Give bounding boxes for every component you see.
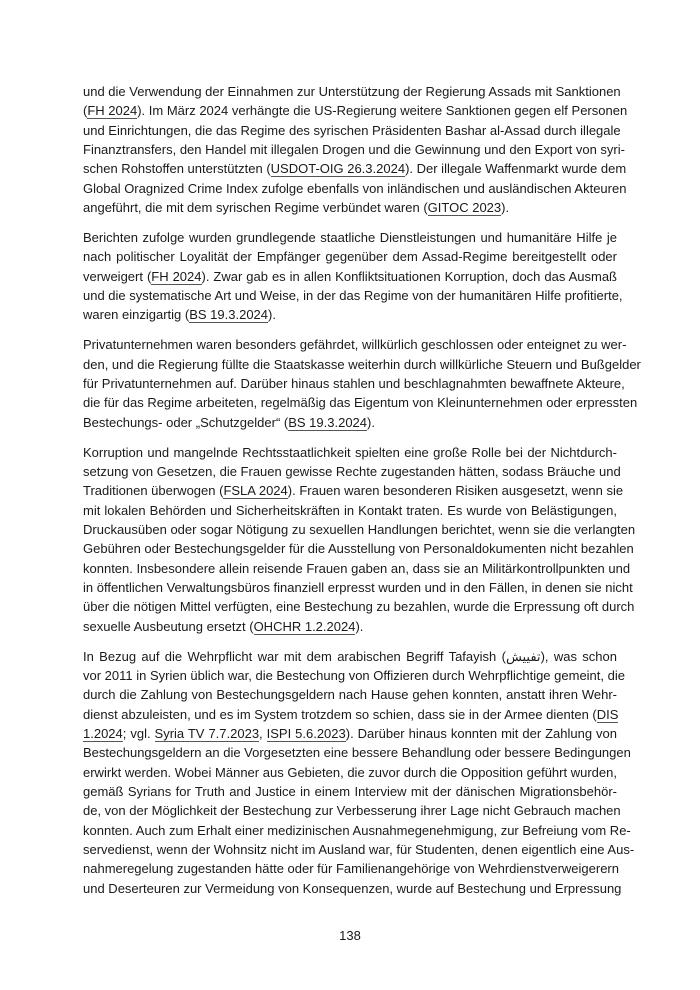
text-line: Bestechungs- oder „Schutzgelder“ (BS 19.3.2024).	[83, 414, 375, 430]
paragraph	[83, 82, 628, 217]
source-reference-link[interactable]: BS 19.3.2024	[288, 414, 368, 430]
text-line: die für das Regime arbeiteten, regelmäßig das Eigentum von Kleinunternehmen oder erpressten	[83, 395, 638, 411]
text-line: Druckausüben oder sogar Nötigung zu sexuellen Handlungen berichtet, wenn sie die verlangten	[83, 521, 636, 537]
text-line: konnten. Insbesondere allein reisende Frauen gaben an, dass sie an Militärkontrollpunkten und	[83, 560, 631, 576]
text-line: (FH 2024). Im März 2024 verhängte die US-Regierung weitere Sanktionen gegen elf Personen	[83, 103, 628, 119]
text-line: Global Oragnized Crime Index zufolge ebenfalls von inländischen und ausländischen Akteuren	[83, 180, 627, 196]
text-line: über die nötigen Mittel verfügten, eine Bestechung zu bezahlen, wurde die Erpressung oft durch	[83, 599, 635, 615]
paragraph	[83, 647, 635, 898]
text-line: erwirkt werden. Wobei Männer aus Gebieten, die zuvor durch die Opposition geführt wurden,	[83, 764, 617, 780]
text-line: durch die Zahlung von Bestechungsgeldern nach Hause gehen konnten, anstatt ihren Wehr-	[83, 687, 617, 703]
source-reference-link[interactable]: OHCHR 1.2.2024	[253, 618, 356, 634]
text-line: Korruption und mangelnde Rechtsstaatlichkeit spielten eine große Rolle bei der Nichtdurch-	[83, 444, 617, 460]
text-line: 1.2024; vgl. Syria TV 7.7.2023, ISPI 5.6.2023). Darüber hinaus konnten mit der Zahlung von	[83, 725, 617, 741]
text-line: und die Verwendung der Einnahmen zur Unterstützung der Regierung Assads mit Sanktionen	[83, 84, 621, 99]
text-line: und Deserteuren zur Vermeidung von Konsequenzen, wurde auf Bestechung und Erpressung	[83, 880, 622, 896]
text-line: Bestechungsgeldern an die Vorgesetzten eine bessere Behandlung oder bessere Bedingungen	[83, 745, 631, 761]
text-line: Finanztransfers, den Handel mit illegalen Drogen und die Gewinnung und den Export von syri-	[83, 141, 625, 157]
page-number: 138	[339, 928, 361, 943]
source-reference-link[interactable]: Syria TV 7.7.2023	[154, 725, 260, 741]
text-line: gemäß Syrians for Truth and Justice in einem Interview mit der dänischen Migrationsbehör-	[83, 783, 617, 799]
text-line: Privatunternehmen waren besonders gefährdet, willkürlich geschlossen oder enteignet zu wer-	[83, 337, 627, 353]
text-line: verweigert (FH 2024). Zwar gab es in allen Konfliktsituationen Korruption, doch das Ausmaß	[83, 268, 617, 284]
text-line: vor 2011 in Syrien üblich war, die Bestechung von Offizieren durch Wehrpflichtige gemeint, die	[83, 667, 625, 683]
text-line: de, von der Möglichkeit der Bestechung zur Verbesserung ihrer Lage nicht Gebrauch machen	[83, 803, 621, 819]
text-line: angeführt, die mit dem syrischen Regime verbündet waren (GITOC 2023).	[83, 199, 510, 215]
text-line: in öffentlichen Verwaltungsbüros finanziell erpresst wurden und in den Fällen, in denen sie nicht	[83, 579, 633, 595]
source-reference-link[interactable]: FH 2024	[151, 268, 202, 284]
source-reference-link[interactable]: DIS	[596, 706, 619, 722]
text-line: schen Rohstoffen unterstützten (USDOT-OIG 26.3.2024). Der illegale Waffenmarkt wurde dem	[83, 161, 627, 177]
text-line: Gebühren oder Bestechungsgelder für die Ausstellung von Personaldokumenten nicht bezahlen	[83, 541, 634, 557]
paragraph	[83, 335, 641, 432]
source-reference-link[interactable]: ISPI 5.6.2023	[266, 725, 346, 741]
text-line: und Einrichtungen, die das Regime des syrischen Präsidenten Bashar al-Assad durch illegale	[83, 122, 621, 138]
paragraph	[83, 443, 636, 636]
text-line: In Bezug auf die Wehrpflicht war mit dem arabischen Begriff Tafayish (تفييش), was schon	[83, 648, 617, 664]
source-reference-link[interactable]: GITOC 2023	[427, 199, 502, 215]
text-line: für Privatunternehmen auf. Darüber hinaus stahlen und beschlagnahmten bewaffnete Akteure,	[83, 375, 625, 391]
document-body	[83, 82, 641, 909]
source-reference-link[interactable]: FH 2024	[87, 103, 138, 119]
text-line: sexuelle Ausbeutung ersetzt (OHCHR 1.2.2024).	[83, 618, 364, 634]
text-line: nahmeregelung zugestanden hätte oder für Familienangehörige von Wehrdienstverweigerern	[83, 861, 619, 877]
text-line: mit lokalen Behörden und Sicherheitskräften in Kontakt traten. Es wurde von Belästigungen,	[83, 502, 617, 518]
text-line: dienst abzuleisten, und es im System trotzdem so schien, dass sie in der Armee dienten (DIS	[83, 706, 619, 722]
text-line: den, und die Regierung füllte die Staatskasse weiterhin durch willkürliche Steuern und Bußgelder	[83, 356, 641, 372]
source-reference-link[interactable]: FSLA 2024	[223, 483, 288, 499]
text-line: waren einzigartig (BS 19.3.2024).	[83, 307, 276, 323]
text-line: und die systematische Art und Weise, in der das Regime von der humanitären Hilfe profitierte,	[83, 287, 623, 303]
source-reference-link[interactable]: 1.2024	[83, 725, 123, 741]
text-line: nach politischer Loyalität der Empfänger gegenüber dem Assad-Regime bereitgestellt oder	[83, 249, 617, 265]
source-reference-link[interactable]: USDOT-OIG 26.3.2024	[270, 161, 406, 177]
text-line: servedienst, wenn der Wohnsitz nicht im Ausland war, für Studenten, denen eigentlich eine Aus-	[83, 841, 635, 857]
source-reference-link[interactable]: BS 19.3.2024	[189, 307, 269, 323]
text-line: Berichten zufolge wurden grundlegende staatliche Dienstleistungen und humanitäre Hilfe je	[83, 229, 617, 245]
text-line: setzung von Gesetzen, die Frauen gewisse Rechte zugestanden hätten, sodass Bräuche und	[83, 463, 621, 479]
paragraph	[83, 228, 623, 325]
text-line: konnten. Auch zum Erhalt einer medizinischen Ausnahmegenehmigung, zur Befreiung vom Re-	[83, 822, 631, 838]
text-line: Traditionen überwogen (FSLA 2024). Frauen waren besonderen Risiken ausgesetzt, wenn sie	[83, 483, 624, 499]
